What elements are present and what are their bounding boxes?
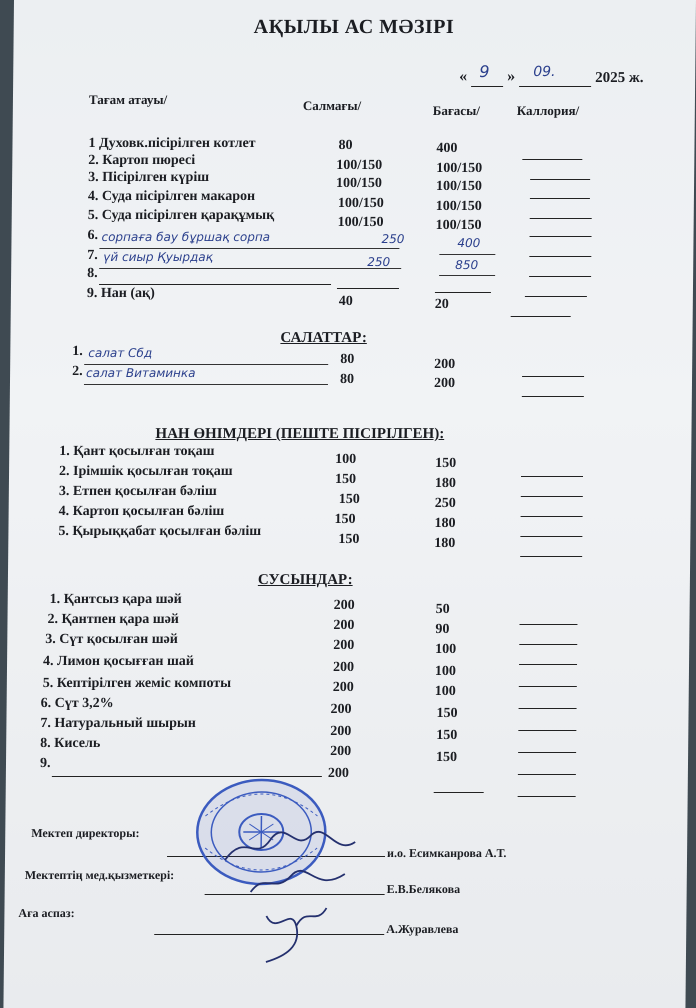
drink-5-weight: 200 [332,680,354,695]
main-item-8-line [99,284,331,285]
drink-2-name: 2. Қантпен қара шәй [47,612,179,627]
main-item-3-weight: 100/150 [335,176,383,191]
main-item-6-name: сорпаға бау бұршақ сорпа [101,230,271,244]
main-item-8-weight-line [337,288,399,289]
main-item-1-weight: 80 [338,138,353,153]
drink-5-calories-line [519,708,577,709]
main-item-9-price: 20 [434,297,449,312]
drink-1-price: 50 [435,602,450,617]
main-item-7-price-line [439,275,495,276]
main-item-9-name: 9. Нан (ақ) [86,286,155,301]
bakery-3-name: 3. Етпен қосылған бәліш [58,484,217,499]
main-item-2-weight: 100/150 [336,158,383,173]
bakery-4-name: 4. Картоп қосылған бәліш [58,504,225,519]
drink-6-name: 6. Сүт 3,2% [40,696,114,711]
date-day: 9 [479,62,490,81]
chef-signature [236,896,357,966]
salad-2-number: 2. [72,364,83,379]
main-item-1-name: 1 Духовк.пісірілген котлет [88,136,256,151]
bakery-3-calories-line [521,516,583,517]
drink-8-weight: 200 [330,744,352,759]
salad-2-price: 200 [433,376,456,391]
drink-4-price: 100 [434,664,457,679]
date-month-line [519,86,591,87]
main-item-2-calories-line [530,179,590,180]
bakery-1-name: 1. Қант қосылған тоқаш [59,444,215,459]
header-name: Тағам атауы/ [88,92,168,107]
main-item-7-name: үй сиыр Қуырдақ [103,250,214,264]
date-open-quote: « [459,68,468,85]
main-item-6-line [99,248,399,249]
drink-9-name: 9. [39,756,51,771]
signature-director-role: Мектеп директоры: [31,826,140,840]
main-item-8-price-line [435,292,491,293]
drink-1-calories-line [519,624,577,625]
drink-2-price: 90 [435,622,450,637]
date-close-quote: » [507,68,516,85]
drink-4-calories-line [519,686,577,687]
bakery-3-price: 250 [434,496,456,511]
drink-8-calories-line [518,774,576,775]
drink-7-weight: 200 [330,724,352,739]
salad-1-name: салат Сбд [88,346,153,360]
drink-2-calories-line [519,644,577,645]
salad-1-line [84,364,328,365]
drink-3-calories-line [519,664,577,665]
bakery-5-weight: 150 [338,532,360,547]
main-item-7-calories-line [529,276,591,277]
drink-6-weight: 200 [330,702,352,717]
main-item-6-calories-line [529,256,591,257]
bakery-1-calories-line [521,476,583,477]
drink-3-name: 3. Сүт қосылған шәй [45,632,178,647]
main-item-5-name: 5. Суда пісірілген қарақұмық [87,208,275,223]
bakery-2-name: 2. Ірімшік қосылған тоқаш [58,464,233,479]
main-item-3-calories-line [530,198,590,199]
drink-7-calories-line [518,752,576,753]
header-calories: Каллория/ [516,103,580,118]
main-item-6-price-line [439,254,495,255]
main-item-6-weight: 250 [381,232,405,246]
bakery-4-price: 180 [434,516,456,531]
main-item-9-calories-line [511,316,571,317]
drink-4-weight: 200 [332,660,355,675]
main-item-6-price: 400 [457,236,481,250]
menu-sheet [3,0,696,1008]
salad-2-name: салат Витаминка [86,366,196,380]
main-item-4-weight: 100/150 [337,196,384,211]
signature-director-name: и.о. Есимканрова А.Т. [386,846,507,860]
drink-5-name: 5. Кептірілген жеміс компоты [42,676,232,691]
drink-3-weight: 200 [333,638,355,653]
salad-2-calories-line [522,396,584,397]
salads-title: САЛАТТАР: [280,330,367,346]
main-item-1-price: 400 [436,141,458,156]
salad-1-price: 200 [434,357,456,372]
drink-9-price-line [434,792,484,793]
drink-9-calories-line [518,796,576,797]
salad-2-weight: 80 [339,372,355,387]
main-item-2-price: 100/150 [436,161,483,176]
drinks-title: СУСЫНДАР: [257,572,353,588]
signature-chef-name: А.Журавлева [386,922,459,936]
main-item-4-calories-line [530,218,592,219]
drink-2-weight: 200 [333,618,355,633]
date-year: 2025 ж. [595,70,644,86]
header-weight: Салмағы/ [302,98,362,113]
drink-8-price: 150 [435,750,458,765]
main-item-8-calories-line [525,296,587,297]
main-item-5-weight: 100/150 [337,215,384,230]
salad-1-weight: 80 [340,352,355,367]
drink-7-price: 150 [436,728,458,743]
bakery-5-price: 180 [434,536,456,551]
signature-nurse-name: Е.В.Белякова [386,882,461,896]
main-item-7-weight: 250 [367,255,391,269]
main-item-4-price: 100/150 [435,199,482,214]
signature-nurse-role: Мектептің мед.қызметкері: [24,868,175,882]
date-day-line [471,86,503,87]
main-item-6-number: 6. [87,228,99,243]
main-item-2-name: 2. Картоп пюресі [88,153,196,168]
main-item-5-price: 100/150 [435,218,482,233]
main-item-7-price: 850 [455,258,479,272]
bakery-1-price: 150 [435,456,457,471]
bakery-2-weight: 150 [334,472,357,487]
bakery-5-name: 5. Қырыққабат қосылған бәліш [58,524,262,539]
drink-6-price: 150 [436,706,458,721]
signature-chef-role: Аға аспаз: [18,906,75,920]
bakery-2-price: 180 [434,476,457,491]
main-item-4-name: 4. Суда пісірілген макарон [87,189,256,204]
drink-8-name: 8. Кисель [40,736,101,751]
menu-title: АҚЫЛЫ АС МӘЗІРІ [253,16,455,38]
salad-1-calories-line [522,376,584,377]
bakery-5-calories-line [520,556,582,557]
drink-7-name: 7. Натуральный шырын [40,716,196,731]
bakery-4-weight: 150 [334,512,356,527]
main-item-9-weight: 40 [338,294,353,309]
drink-1-weight: 200 [333,598,355,613]
main-item-1-calories-line [522,159,582,160]
date-month: 09. [533,64,556,80]
header-price: Бағасы/ [432,103,480,118]
salad-2-line [84,384,328,385]
drink-5-price: 100 [434,684,456,699]
main-item-3-name: 3. Пісірілген күріш [88,170,210,185]
main-item-8-number: 8. [87,266,98,281]
main-item-5-calories-line [530,236,592,237]
bakery-1-weight: 100 [335,452,357,467]
drink-4-name: 4. Лимон қосығған шай [42,654,194,669]
main-item-3-price: 100/150 [435,179,483,194]
main-item-7-number: 7. [87,248,98,263]
drink-1-name: 1. Қантсыз қара шәй [49,592,182,607]
drink-3-price: 100 [435,642,457,657]
bakery-title: НАН ӨНІМДЕРІ (ПЕШТЕ ПІСІРІЛГЕН): [155,426,445,442]
drink-9-weight: 200 [327,766,349,781]
bakery-2-calories-line [521,496,583,497]
main-item-7-line [99,268,401,269]
bakery-4-calories-line [520,536,582,537]
bakery-3-weight: 150 [338,492,360,507]
nurse-signature [245,864,355,900]
salad-1-number: 1. [72,344,83,359]
drink-6-calories-line [518,730,576,731]
